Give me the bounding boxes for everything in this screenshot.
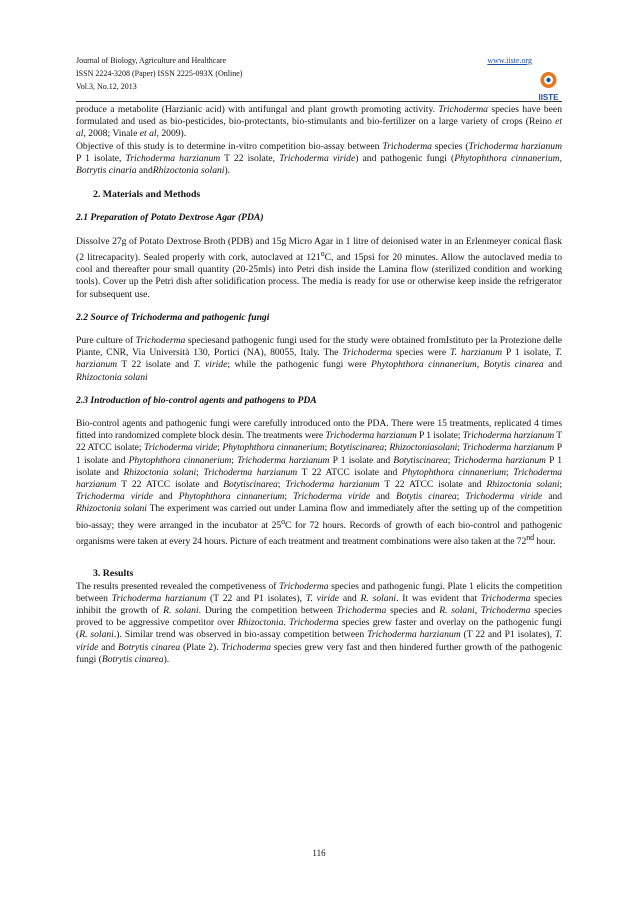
treatments-paragraph: Bio-control agents and pathogenic fungi were carefully introduced onto the PDA. There were 15 treatments, replicated 4 times fitted into randomized complete block desin. The treatments were Trichoderma harzianum P 1 isolate; Trichoderma harzianum T 22 ATCC isolate; Trichoderma viride; Phytophthora cinnanerium; Botytiscinarea; Rhizoctoniasolani; Trichoderma harzianum P 1 isolate and Phytophthora cinnanerium; Trichoderma harzianum P 1 isolate and Botytiscinarea; Trichoderma harzianum P 1 isolate and Rhizoctonia solani; Trichoderma harzianum T 22 ATCC isolate and Phytophthora cinnanerium; Trichoderma harzianum T 22 ATCC isolate and Botytiscinarea; Trichoderma harzianum T 22 ATCC isolate and Rhizoctonia solani; Trichoderma viride and Phytophthora cinnanerium; Trichoderma viride and Botytis cinarea; Trichoderma viride and Rhizoctonia solani The experiment was carried out under Lamina flow and immediately after the setting up of the competition bio-assay; they were arranged in the incubator at 25$^o$C for 72 hours. Records of growth of each bio-control and pathogenic organisms were taken at every 24 hours. Picture of each treatment and treatment combinations were also taken at the 72nd hour. — [76, 418, 563, 548]
subsection-heading-pda: 2.1 Preparation of Potato Dextrose Agar (PDA) — [76, 212, 264, 224]
volume-line: Vol.3, No.12, 2013 — [76, 82, 137, 91]
journal-url-link[interactable]: www.iiste.org — [487, 56, 532, 65]
section-heading-results: 3. Results — [93, 568, 134, 580]
header-rule — [76, 101, 562, 102]
subsection-heading-source: 2.2 Source of Trichoderma and pathogenic fungi — [76, 311, 270, 323]
issn-line: ISSN 2224-3208 (Paper) ISSN 2225-093X (Online) — [76, 69, 243, 78]
subsection-heading-introduction: 2.3 Introduction of bio-control agents and pathogens to PDA — [76, 394, 317, 406]
article-body — [76, 104, 562, 666]
section-heading-materials: 2. Materials and Methods — [93, 189, 201, 201]
source-paragraph: Pure culture of Trichoderma speciesand pathogenic fungi used for the study were obtained fromIstituto per la Protezione delle Piante, CNR, Via Università 130, Portici (NA), 80055, Italy. The Trichoderma species were T. harzianum P 1 isolate, T. harzianum T 22 isolate and T. viride; while the pathogenic fungi were Phytophthora cinnanerium, Botytis cinarea and Rhizoctonia solani — [76, 335, 562, 383]
journal-name: Journal of Biology, Agriculture and Healthcare — [76, 56, 227, 65]
objective-paragraph: Objective of this study is to determine in-vitro competition bio-assay between Trichoderma species (Trichoderma harzianum P 1 isolate, Trichoderma harzianum T 22 isolate, Trichoderma viride) and pathogenic fungi (Phytophthora cinnanerium, Botrytis cinaria andRhizoctonia solani). — [76, 140, 562, 177]
intro-paragraph: produce a metabolite (Harzianic acid) with antifungal and plant growth promoting activity. Trichoderma species have been formulated and used as bio-pesticides, bio-protectants, bio-stimulants and bio-fertilizer on a large variety of crops (Reino et al, 2008; Vinale et al, 2009). — [76, 104, 562, 140]
logo-text: IISTE — [538, 93, 559, 102]
page-number: 116 — [312, 848, 326, 858]
pda-paragraph: Dissolve 27g of Potato Dextrose Broth (PDB) and 15g Micro Agar in 1 litre of deionised water in an Erlenmeyer conical flask (2 litrecapacity). Sealed properly with cork, autoclaved at 121$^o$C, and 15psi for 20 minutes. Allow the autoclaved media to cool and thereafter pour small quantity (20-25mls) into Petri dish inside the Lamina flow (sterilized condition and working tools). Cover up the Petri dish after solidification process. The media is ready for use or otherwise keep inside the refrigerator for subsequent use. — [76, 235, 562, 300]
results-paragraph: The results presented revealed the competiveness of Trichoderma species and pathogenic fungi. Plate 1 elicits the competition between Trichoderma harzianum (T 22 and P1 isolates), T. viride and R. solani. It was evident that Trichoderma species inhibit the growth of R. solani. During the competition between Trichoderma species and R. solani, Trichoderma species proved to be aggressive competitor over Rhizoctonia. Trichoderma species grew faster and overlay on the pathogenic fungi (R. solani.). Similar trend was observed in bio-assay competition between Trichoderma harzianum (T 22 and P1 isolates), T. viride and Botrytis cinarea (Plate 2). Trichoderma species grew very fast and then hindered further growth of the pathogenic fungi (Botrytis cinarea). — [76, 580, 563, 665]
iiste-logo — [535, 70, 562, 104]
